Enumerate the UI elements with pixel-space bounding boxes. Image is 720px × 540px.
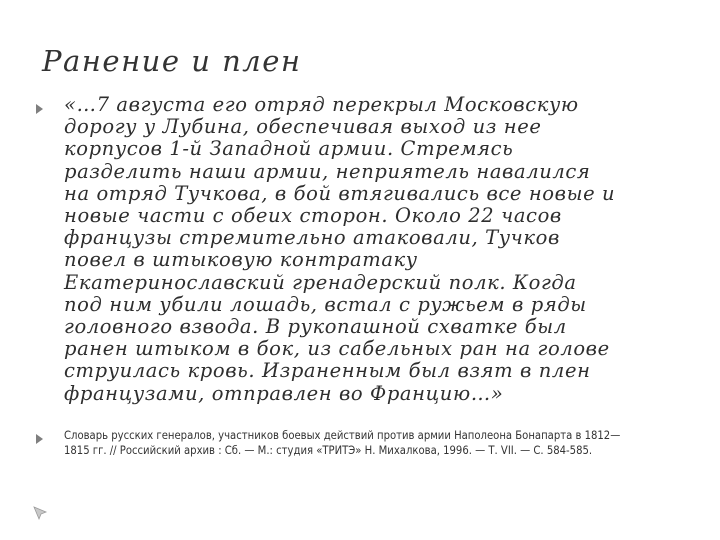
slide-title: Ранение и плен — [42, 44, 302, 78]
quote-line: струилась кровь. Израненным был взят в плен — [64, 359, 591, 383]
corner-arrow-icon[interactable] — [32, 505, 48, 521]
quote-line: ранен штыком в бок, из сабельных ран на голове — [64, 337, 610, 361]
quote-line: французами, отправлен во Францию…» — [64, 381, 504, 405]
quote-line: французы стремительно атаковали, Тучков — [64, 226, 560, 250]
quote-line: «…7 августа его отряд перекрыл Московскую — [64, 93, 579, 116]
quote-line: корпусов 1-й Западной армии. Стремясь — [64, 137, 514, 161]
quote-line: повел в штыковую контратаку — [64, 248, 418, 272]
quote-line: на отряд Тучкова, в бой втягивались все новые и — [64, 181, 616, 205]
quote-line: разделить наши армии, неприятель навалился — [64, 159, 591, 183]
citation-line: 1815 гг. // Российский архив : Сб. — М.: студия «ТРИТЭ» Н. Михалкова, 1996. — Т. VII. — С. 584-585. — [64, 444, 593, 457]
quote-paragraph — [64, 94, 680, 405]
quote-line: дорогу у Лубина, обеспечивая выход из нее — [64, 115, 542, 139]
quote-line: новые части с обеих сторон. Около 22 часов — [64, 204, 562, 228]
quote-line: головного взвода. В рукопашной схватке был — [64, 315, 567, 339]
bullet-arrow-icon — [36, 104, 43, 114]
quote-line: Екатеринославский гренадерский полк. Когда — [64, 270, 577, 294]
source-citation — [64, 428, 704, 458]
quote-line: под ним убили лошадь, встал с ружьем в ряды — [64, 292, 587, 316]
citation-line: Словарь русских генералов, участников боевых действий против армии Наполеона Бонапарта в 1812— — [64, 429, 621, 442]
bullet-arrow-icon — [36, 434, 43, 444]
